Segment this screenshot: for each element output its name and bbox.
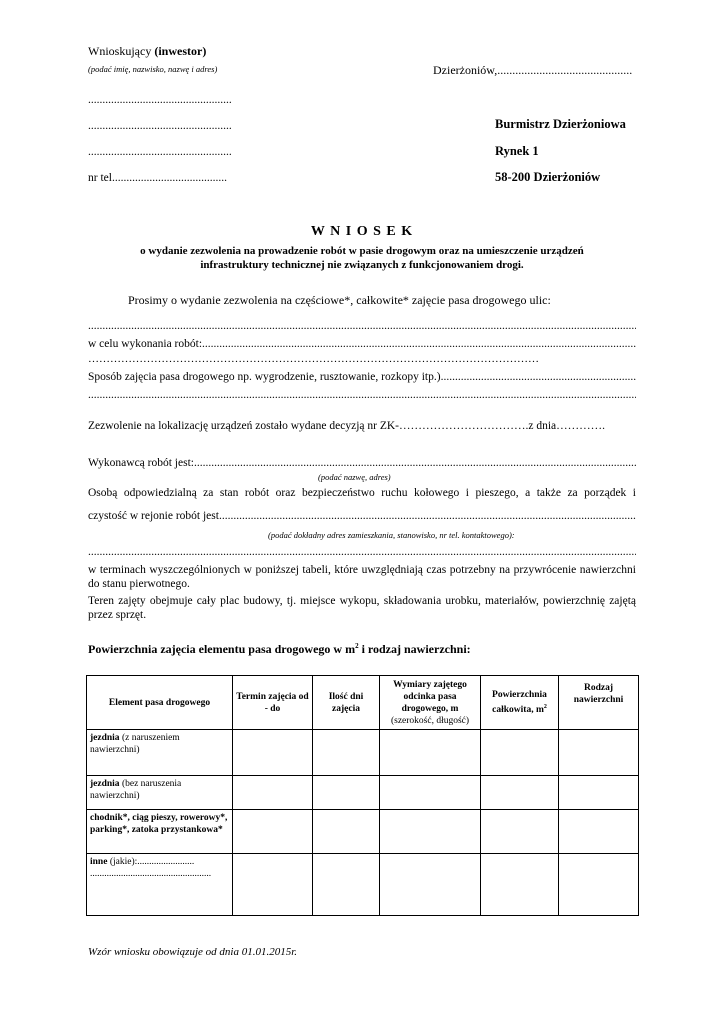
- method-label: Sposób zajęcia pasa drogowego np. wygrodzenie, rusztowanie, rozkopy itp.): [88, 371, 441, 383]
- row-label-rest: (bez naruszenia nawierzchni): [90, 779, 182, 801]
- purpose-dots: [202, 338, 636, 350]
- document-subtitle-2: infrastruktury technicznej nie związanych z funkcjonowaniem drogi.: [200, 259, 524, 271]
- cell-area[interactable]: [481, 854, 559, 916]
- document-subtitle-1: o wydanie zezwolenia na prowadzenie robót w pasie drogowym oraz na umieszczenie urządzeń: [140, 245, 584, 257]
- cell-days[interactable]: [313, 730, 380, 776]
- header-area: [481, 676, 559, 730]
- header-dimensions-title: Wymiary zajętego odcinka pasa drogowego, m: [393, 679, 467, 714]
- area-note-text: Teren zajęty obejmuje cały plac budowy, tj. miejsce wykopu, składowania urobku, materiałów, powierzchnię zajętą przez sprzęt.: [88, 595, 636, 621]
- row-label-bold: inne: [90, 857, 108, 867]
- cell-surface[interactable]: [559, 810, 639, 854]
- header-element: Element pasa drogowego: [87, 676, 233, 730]
- applicant-label-investor: (inwestor): [154, 44, 207, 58]
- table-heading-sup: 2: [355, 642, 359, 650]
- table-row: [87, 810, 639, 854]
- table-row: [87, 730, 639, 776]
- streets-line[interactable]: [88, 319, 636, 333]
- responsible-text: Osobą odpowiedzialną za stan robót oraz bezpieczeństwo ruchu kołowego i pieszego, a także za porządek i: [88, 487, 636, 499]
- cell-area[interactable]: [481, 730, 559, 776]
- header-surface: Rodzaj nawierzchni: [559, 676, 639, 730]
- permit-line[interactable]: Zezwolenie na lokalizację urządzeń zostało wydane decyzją nr ZK-…………………………….z dnia………….: [88, 420, 606, 432]
- purpose-line[interactable]: [88, 337, 636, 351]
- recipient-name: Burmistrz Dzierżoniowa: [495, 117, 626, 131]
- row-label-bold: chodnik*, ciąg pieszy, rowerowy*, parking*, zatoka przystankowa*: [90, 813, 228, 835]
- cell-area[interactable]: [481, 776, 559, 810]
- cell-days[interactable]: [313, 854, 380, 916]
- header-period: Termin zajęcia od - do: [233, 676, 313, 730]
- table-heading: [88, 642, 471, 657]
- header-area-sup: 2: [543, 703, 547, 710]
- contractor-hint: (podać nazwę, adres): [318, 472, 391, 482]
- applicant-phone[interactable]: nr tel........................................: [88, 172, 227, 184]
- row-label-rest: (jakie):........................: [107, 857, 195, 867]
- cell-days[interactable]: [313, 776, 380, 810]
- cell-surface[interactable]: [559, 730, 639, 776]
- applicant-hint: (podać imię, nazwisko, nazwę i adres): [88, 64, 218, 74]
- table-heading-tail: i rodzaj nawierzchni:: [358, 642, 471, 656]
- applicant-label-row: [88, 44, 206, 59]
- cell-dimensions[interactable]: [380, 730, 481, 776]
- place-date-field[interactable]: Dzierżoniów,.............................................: [433, 63, 633, 77]
- header-dimensions-note: (szerokość, długość): [390, 715, 470, 726]
- row-label-rest: (z naruszeniem nawierzchni): [90, 733, 180, 755]
- cell-surface[interactable]: [559, 776, 639, 810]
- header-days: Ilość dni zajęcia: [313, 676, 380, 730]
- cell-period[interactable]: [233, 854, 313, 916]
- recipient-street: Rynek 1: [495, 144, 539, 158]
- responsible-person-line[interactable]: [88, 545, 636, 559]
- request-text: Prosimy o wydanie zezwolenia na częściowe*, całkowite* zajęcie pasa drogowego ulic:: [128, 293, 551, 307]
- footer-note: Wzór wniosku obowiązuje od dnia 01.01.2015r.: [88, 946, 298, 958]
- cell-period[interactable]: [233, 776, 313, 810]
- cell-dimensions[interactable]: [380, 810, 481, 854]
- applicant-label: Wnioskujący: [88, 44, 152, 58]
- header-area-text: Powierzchnia całkowita, m: [492, 689, 547, 716]
- dots-line[interactable]: ……………………………………………………………………………………………………………: [88, 353, 539, 365]
- cell-surface[interactable]: [559, 854, 639, 916]
- table-row: [87, 854, 639, 916]
- document-title: W N I O S E K: [310, 224, 414, 239]
- cell-dimensions[interactable]: [380, 854, 481, 916]
- row-label: [87, 776, 233, 810]
- contractor-dots: [194, 457, 636, 469]
- applicant-line-2[interactable]: ..................................................: [88, 120, 232, 132]
- cell-dimensions[interactable]: [380, 776, 481, 810]
- row-label: [87, 730, 233, 776]
- cell-period[interactable]: [233, 730, 313, 776]
- deadlines-text: w terminach wyszczególnionych w poniższej tabeli, które uwzględniają czas potrzebny na przywrócenie nawierzchni do stanu pierwotnego.: [88, 564, 636, 590]
- cell-days[interactable]: [313, 810, 380, 854]
- contractor-label: Wykonawcą robót jest:: [88, 457, 194, 469]
- occupation-table: [86, 675, 639, 916]
- responsible-hint: (podać dokładny adres zamieszkania, stanowisko, nr tel. kontaktowego):: [268, 530, 515, 540]
- row-label-bold: jezdnia: [90, 733, 120, 743]
- cell-period[interactable]: [233, 810, 313, 854]
- recipient-city: 58-200 Dzierżoniów: [495, 170, 601, 184]
- table-heading-text: Powierzchnia zajęcia elementu pasa drogowego w m: [88, 642, 356, 656]
- method-dots: [441, 371, 636, 383]
- method-line[interactable]: [88, 370, 636, 384]
- contractor-line[interactable]: [88, 456, 636, 470]
- header-dimensions: [380, 676, 481, 730]
- applicant-line-3[interactable]: ..................................................: [88, 146, 232, 158]
- cell-area[interactable]: [481, 810, 559, 854]
- row-label-extra[interactable]: ...................................................: [90, 869, 212, 879]
- purpose-label: w celu wykonania robót:: [88, 338, 203, 350]
- table-header-row: [87, 676, 639, 730]
- cleanliness-label: czystość w rejonie robót jest: [88, 510, 219, 522]
- row-label-bold: jezdnia: [90, 779, 120, 789]
- cleanliness-line[interactable]: [88, 509, 636, 523]
- row-label: [87, 854, 233, 916]
- applicant-line-1[interactable]: ..................................................: [88, 94, 232, 106]
- method-extra-line[interactable]: [88, 388, 636, 402]
- row-label: [87, 810, 233, 854]
- cleanliness-dots: [219, 510, 636, 522]
- table-row: [87, 776, 639, 810]
